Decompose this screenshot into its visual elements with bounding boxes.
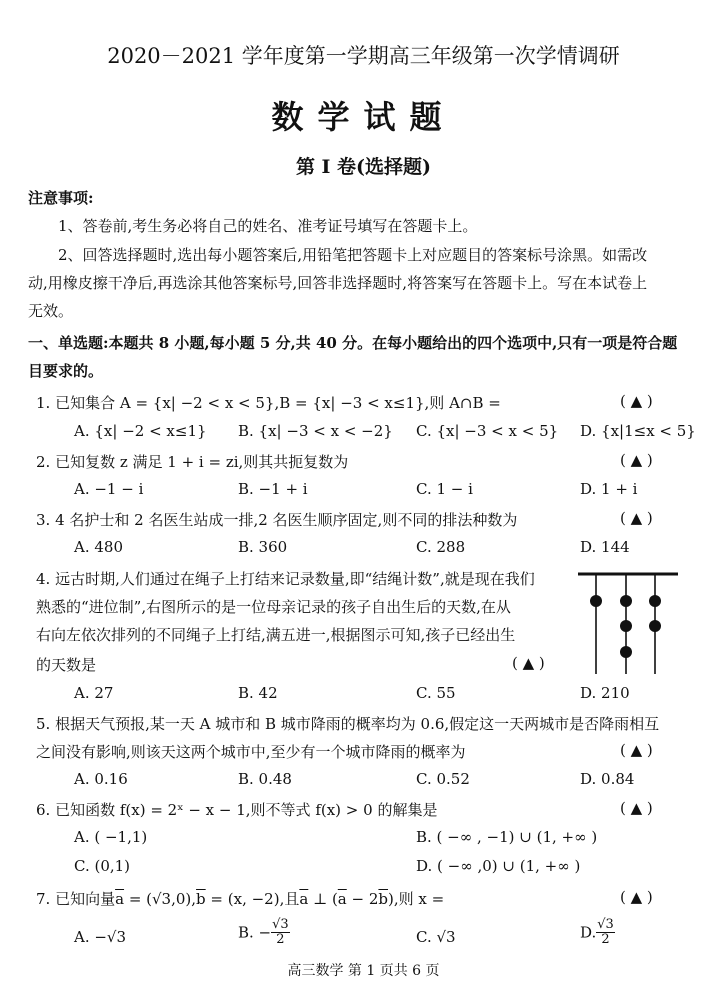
vector-a: $\overline{a}$ (337, 890, 347, 908)
q7-stem-minus: − 2 (346, 890, 379, 908)
q7-stem-perp: ⊥ ( (308, 890, 338, 908)
q7-stem-mid1: = (√3,0), (124, 890, 197, 908)
q7-stem-mid2: = (x, −2),且 (205, 890, 300, 908)
knot-counting-figure (578, 566, 680, 678)
question-7-option-a: A. −√3 (74, 928, 127, 946)
question-3-option-a: A. 480 (74, 538, 123, 556)
question-7-option-c: C. √3 (416, 928, 456, 946)
knot (590, 595, 602, 607)
question-5-option-c: C. 0.52 (416, 770, 470, 788)
notice-item-1: 1、答卷前,考生务必将自己的姓名、准考证号填写在答题卡上。 (58, 217, 478, 235)
knot (620, 620, 632, 632)
knot (649, 620, 661, 632)
knot (620, 595, 632, 607)
question-3-option-c: C. 288 (416, 538, 466, 556)
question-3-option-d: D. 144 (580, 538, 630, 556)
question-4-answer-mark: ( ▲ ) (512, 654, 545, 672)
question-7-option-b (238, 918, 290, 947)
question-6-answer-mark: ( ▲ ) (620, 799, 653, 817)
notice-item-2-line-1: 2、回答选择题时,选出每小题答案后,用铅笔把答题卡上对应题目的答案标号涂黑。如需改 (58, 246, 648, 264)
section-1-heading-line-2: 目要求的。 (28, 362, 104, 380)
question-5-answer-mark: ( ▲ ) (620, 741, 653, 759)
knot (620, 646, 632, 658)
q7-stem-prefix: 7. 已知向量 (36, 890, 116, 908)
question-5-option-d: D. 0.84 (580, 770, 635, 788)
vector-b: $\overline{b}$ (378, 890, 389, 908)
fraction-numerator: √3 (272, 917, 289, 932)
question-1-option-d: D. {x|1≤x < 5} (580, 422, 696, 440)
q7-stem-end: ),则 x = (388, 890, 445, 908)
notice-heading: 注意事项: (28, 189, 94, 207)
question-2-option-d: D. 1 + i (580, 480, 638, 498)
question-1-option-b: B. {x| −3 < x < −2} (238, 422, 393, 440)
question-6-stem: 6. 已知函数 f(x) = 2ˣ − x − 1,则不等式 f(x) > 0 的解集是 (36, 801, 438, 819)
question-3-answer-mark: ( ▲ ) (620, 509, 653, 527)
vector-a: $\overline{a}$ (299, 890, 309, 908)
fraction-denominator: 2 (601, 932, 610, 947)
question-4-line-4: 的天数是 (36, 656, 97, 674)
notice-item-2-line-3: 无效。 (28, 302, 74, 320)
question-4-option-d: D. 210 (580, 684, 630, 702)
notice-item-2-line-2: 动,用橡皮擦干净后,再选涂其他答案标号,回答非选择题时,将答案写在答题卡上。写在本试卷上 (28, 274, 648, 292)
question-5-option-b: B. 0.48 (238, 770, 292, 788)
question-2-answer-mark: ( ▲ ) (620, 451, 653, 469)
question-4-line-3: 右向左依次排列的不同绳子上打结,满五进一,根据图示可知,孩子已经出生 (36, 626, 516, 644)
question-2-option-a: A. −1 − i (74, 480, 144, 498)
fraction-denominator: 2 (276, 932, 285, 947)
question-6-option-d: D. ( −∞ ,0) ∪ (1, +∞ ) (416, 857, 581, 875)
question-3-stem: 3. 4 名护士和 2 名医生站成一排,2 名医生顺序固定,则不同的排法种数为 (36, 511, 518, 529)
question-2-stem: 2. 已知复数 z 满足 1 + i = zi,则其共扼复数为 (36, 453, 349, 471)
section-1-heading-line-1: 一、单选题:本题共 8 小题,每小题 5 分,共 40 分。在每小题给出的四个选项中,只有一项是符合题 (28, 334, 678, 352)
exam-main-title: 数学试题 (271, 98, 456, 136)
question-1-option-a: A. {x| −2 < x≤1} (74, 422, 207, 440)
question-5-line-1: 5. 根据天气预报,某一天 A 城市和 B 城市降雨的概率均为 0.6,假定这一天两城市是否降雨相互 (36, 715, 660, 733)
question-2-option-b: B. −1 + i (238, 480, 308, 498)
question-2-option-c: C. 1 − i (416, 480, 473, 498)
fraction (596, 918, 615, 947)
question-7-answer-mark: ( ▲ ) (620, 888, 653, 906)
question-4-option-c: C. 55 (416, 684, 456, 702)
question-5-line-2: 之间没有影响,则该天这两个城市中,至少有一个城市降雨的概率为 (36, 743, 466, 761)
question-1-answer-mark: ( ▲ ) (620, 392, 653, 410)
fraction-numerator: √3 (597, 917, 614, 932)
question-4-line-2: 熟悉的“进位制”,右图所示的是一位母亲记录的孩子自出生后的天数,在从 (36, 598, 511, 616)
question-6-option-c: C. (0,1) (74, 857, 131, 875)
vector-b: $\overline{b}$ (196, 890, 206, 908)
q7-d-prefix: D. (580, 923, 597, 942)
question-4-option-b: B. 42 (238, 684, 278, 702)
knot (649, 595, 661, 607)
question-5-option-a: A. 0.16 (74, 770, 128, 788)
question-7-stem (36, 888, 444, 909)
question-4-line-1: 4. 远古时期,人们通过在绳子上打结来记录数量,即“结绳计数”,就是现在我们 (36, 570, 535, 588)
question-1-stem: 1. 已知集合 A = {x| −2 < x < 5},B = {x| −3 < x≤1},则 A∩B = (36, 394, 501, 412)
exam-header-title: 2020－2021 学年度第一学期高三年级第一次学情调研 (107, 44, 620, 68)
q7-b-prefix: B. − (238, 923, 272, 942)
volume-title: 第 I 卷(选择题) (295, 156, 432, 178)
question-7-option-d (580, 918, 615, 947)
page-footer: 高三数学 第 1 页共 6 页 (287, 963, 440, 979)
question-3-option-b: B. 360 (238, 538, 288, 556)
vector-a: $\overline{a}$ (115, 890, 125, 908)
fraction (271, 918, 290, 947)
question-6-option-a: A. ( −1,1) (74, 828, 148, 846)
question-1-option-c: C. {x| −3 < x < 5} (416, 422, 559, 440)
question-4-option-a: A. 27 (74, 684, 114, 702)
question-6-option-b: B. ( −∞ , −1) ∪ (1, +∞ ) (416, 828, 598, 846)
